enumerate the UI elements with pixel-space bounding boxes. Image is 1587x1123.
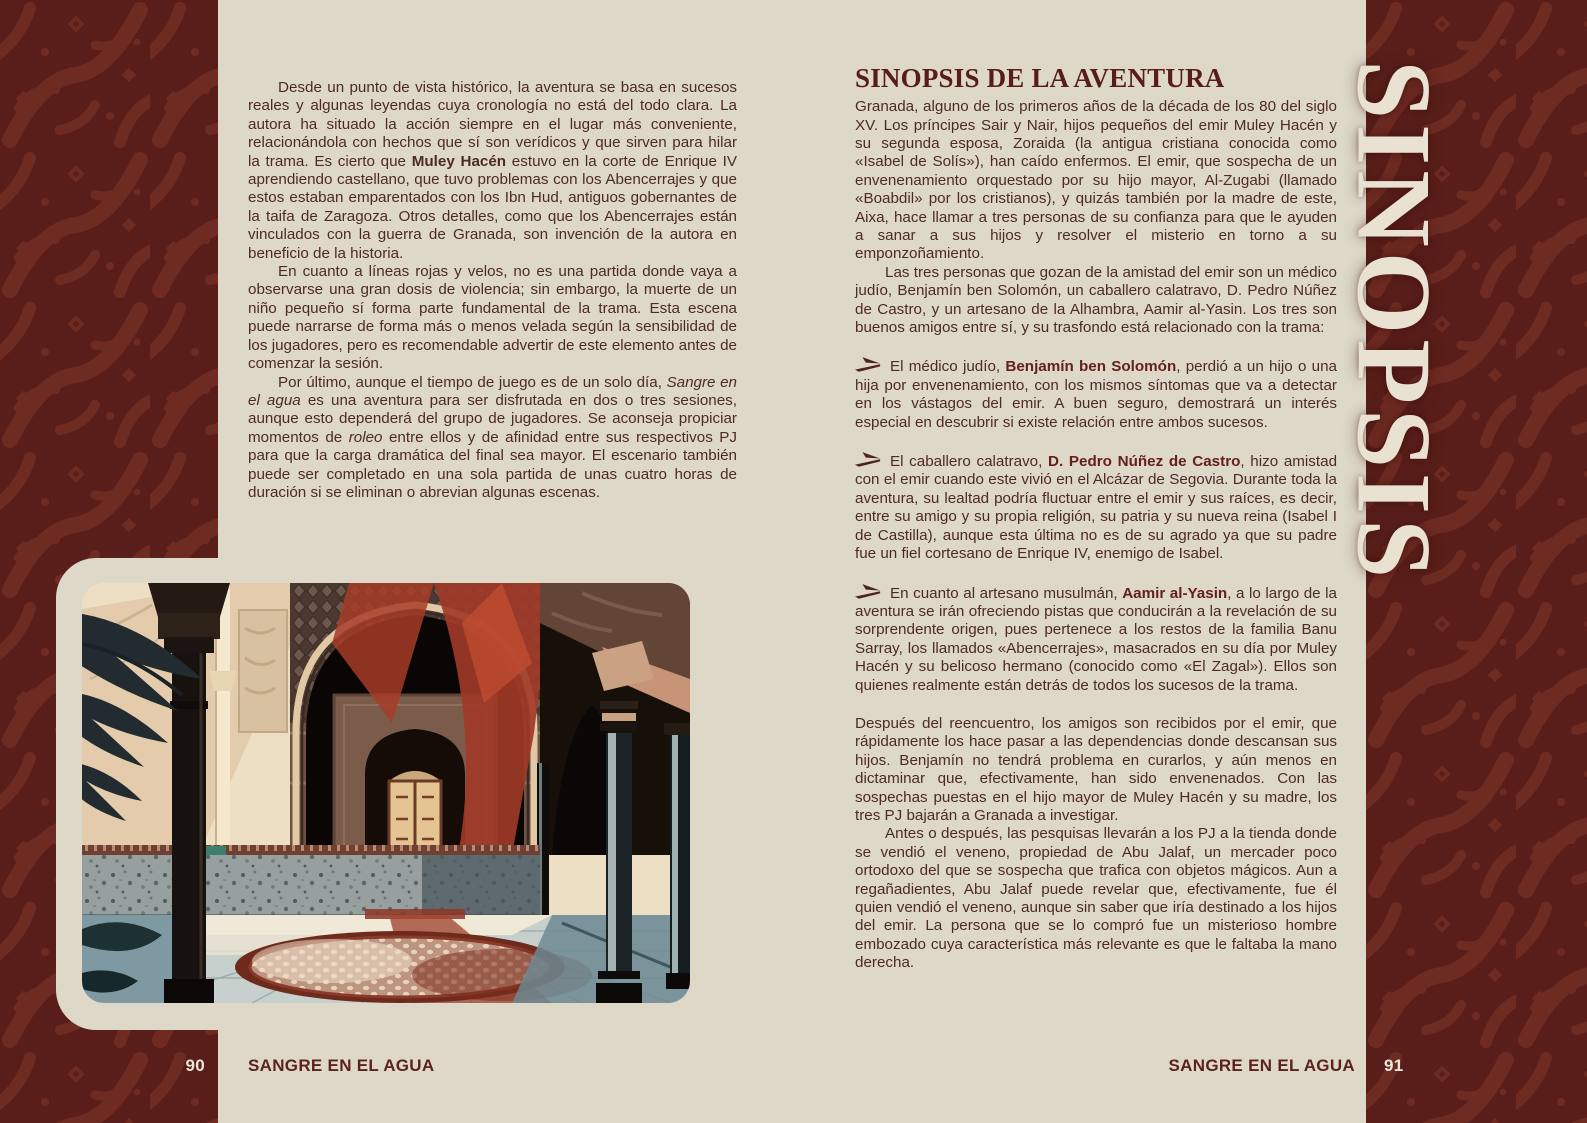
text-segment: Después del reencuentro, los amigos son recibidos por el emir, que rápidamente los hace pasar a las dependencias donde descansan sus hijos. Benjamín no tendrá problema en curarlos, y aún menos en dictaminar que, efectivamente, han sido envenenados. Con las sospechas puestas en el hijo mayor de Muley Hacén y su madre, los tres PJ bajarán a Granada a investigar.	[855, 714, 1337, 824]
text-segment: Benjamín ben Solomón	[1005, 358, 1177, 376]
chapter-tab-title: SINOPSIS	[1335, 60, 1453, 584]
right-page-paragraphs	[855, 98, 1337, 972]
text-segment: , perdió a un hijo o una hija por envenenamiento, con los mismos síntomas que va a detectar en los vástagos del emir. A buen seguro, demostrará un interés especial en descubrir si existe relación entre ambos sucesos.	[855, 358, 1337, 431]
text-segment: El médico judío,	[890, 358, 1006, 376]
bullet-arrow-icon	[855, 452, 881, 467]
text-segment: , a lo largo de la aventura se irán ofreciendo pistas que conducirán a la revelación de su sorprendente origen, pues pertenece a los restos de la familia Banu Sarray, los llamados «Abencerrajes», masacrados en su día por Muley Hacén y su belicoso hermano (conocido como «El Zagal»). Ellos son quienes realmente están detrás de todos los sucesos de la trama.	[855, 584, 1337, 694]
text-segment: Muley Hacén	[411, 152, 507, 170]
courtyard-scene	[82, 583, 690, 1003]
footer-right-book-title: SANGRE EN EL AGUA	[1168, 1056, 1355, 1075]
paragraph	[855, 825, 1337, 972]
page-heading: SINOPSIS DE LA AVENTURA	[855, 63, 1225, 93]
paragraph	[855, 264, 1337, 338]
paragraph	[855, 715, 1337, 825]
right-page-text-column	[855, 64, 1337, 973]
text-segment: estuvo en la corte de Enrique IV aprendiendo castellano, que tuvo problemas con los Abencerrajes y que estos estaban emparentados con los Ibn Hud, antiguos gobernantes de la taifa de Zaragoza. Otros detalles, como que los Abencerrajes están vinculados con la guerra de Granada, son invención de la autora en beneficio de la historia.	[248, 152, 737, 262]
bullet-arrow-icon	[855, 584, 881, 599]
bullet-paragraph	[855, 357, 1337, 432]
text-segment: Por último, aunque el tiempo de juego es de un solo día,	[278, 373, 667, 391]
text-segment: roleo	[348, 428, 383, 446]
text-segment: En cuanto al artesano musulmán,	[890, 584, 1123, 602]
bullet-paragraph	[855, 452, 1337, 563]
text-segment: Aamir al-Yasin	[1122, 584, 1228, 602]
text-segment: Desde un punto de vista histórico, la aventura se basa en sucesos reales y algunas leyendas cuya cronología no está del todo clara. La autora ha situado la acción siempre en el lugar más conveniente, relacionándola con hechos que sí son verídicos y que sirven para hilar la trama. Es cierto que	[248, 79, 737, 170]
text-segment: entre ellos y de afinidad entre sus respectivos PJ para que la carga dramática del final sea mayor. El escenario también puede ser completado en una sola partida de unas cuatro horas de duración si se eliminan o abrevian algunas escenas.	[248, 428, 737, 501]
left-page-text-column	[248, 79, 737, 502]
bullet-arrow-icon	[855, 357, 881, 372]
paragraph	[248, 263, 737, 373]
text-segment: Granada, alguno de los primeros años de la década de los 80 del siglo XV. Los príncipes Sair y Nair, hijos pequeños del emir Muley Hacén y su segunda esposa, Zoraida (la antigua cristiana conocida como «Isabel de Solís»), han caído enfermos. El emir, que sospecha de un envenenamiento orquestado por su hijo mayor, Al-Zugabi (llamado «Boabdil» por los cristianos), y quizás también por la madre de este, Aixa, hace llamar a tres personas de su confianza para que le ayuden a sanar a sus hijos y resolver el misterio en torno a su emponzoñamiento.	[855, 98, 1337, 263]
text-segment: es una aventura para ser disfrutada en dos o tres sesiones, aunque esto dependerá del grupo de jugadores. Se aconseja propiciar momentos de	[248, 391, 737, 446]
text-segment: En cuanto a líneas rojas y velos, no es una partida donde vaya a observarse una gran dosis de violencia; sin embargo, la muerte de un niño pequeño sí forma parte fundamental de la trama. Esta escena puede narrarse de forma más o menos velada según la sensibilidad de los jugadores, pero es recomendable advertir de este elemento antes de comenzar la sesión.	[248, 263, 737, 373]
text-segment: D. Pedro Núñez de Castro	[1048, 453, 1241, 471]
text-segment: Antes o después, las pesquisas llevarán a los PJ a la tienda donde se vendió el veneno, propiedad de Abu Jalaf, un mercader poco ortodoxo del que se sospecha que trafica con objetos mágicos. Aun a regañadientes, Abu Jalaf puede revelar que, efectivamente, fue él quien vendió el veneno, aunque sin saber que iría destinado a los hijos del emir. La persona que se lo compró fue un misterioso hombre embozado cuya característica más relevante es que le faltaba la mano derecha.	[855, 825, 1337, 972]
paragraph	[855, 98, 1337, 264]
moorish-courtyard-illustration	[82, 583, 690, 1003]
footer-right-page-number: 91	[1384, 1056, 1404, 1075]
text-segment: , hizo amistad con el emir cuando este vivió en el Alcázar de Segovia. Durante toda la aventura, su lealtad podría fluctuar entre el emir y sus raíces, es decir, entre su amigo y su propia religión, su patria y su nueva reina (Isabel I de Castilla), aunque esta última no es de su agrado ya que su padre fue un fiel cortesano de Enrique IV, enemigo de Isabel.	[855, 453, 1338, 563]
text-segment: Sangre en el agua	[248, 373, 737, 409]
paragraph	[248, 79, 737, 263]
footer-left-book-title: SANGRE EN EL AGUA	[248, 1056, 435, 1075]
paragraph	[248, 374, 737, 503]
bullet-paragraph	[855, 584, 1337, 695]
courtyard-illustration-card	[56, 558, 716, 1030]
text-segment: El caballero calatravo,	[890, 453, 1049, 471]
footer-left-page-number: 90	[185, 1056, 205, 1075]
text-segment: Las tres personas que gozan de la amistad del emir son un médico judío, Benjamín ben Solomón, un caballero calatravo, D. Pedro Núñez de Castro, y un artesano de la Alhambra, Aamir al-Yasin. Los tres son buenos amigos entre sí, y su trasfondo está relacionado con la trama:	[855, 263, 1337, 337]
